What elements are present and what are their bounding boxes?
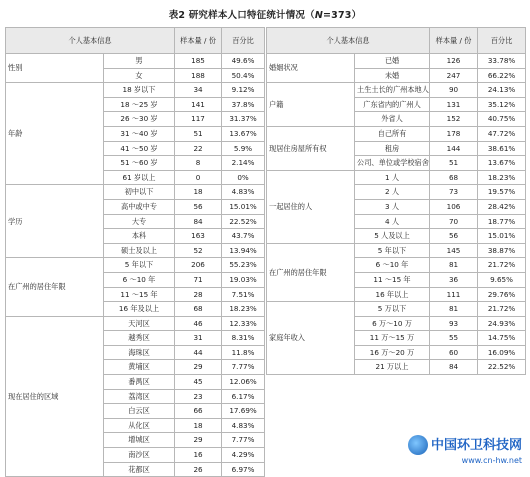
percent-value: 9.12% [222,83,265,98]
count-value: 106 [430,199,478,214]
option-label: 31 ～40 岁 [104,126,175,141]
count-value: 31 [175,331,222,346]
percent-value: 33.78% [478,54,526,69]
right-table [266,27,526,375]
option-label: 61 岁以上 [104,170,175,185]
percent-value: 21.72% [478,258,526,273]
category-label: 现居住房屋所有权 [267,126,355,170]
count-value: 55 [430,331,478,346]
count-value: 111 [430,287,478,302]
table-row [267,243,526,258]
count-value: 188 [175,68,222,83]
option-label: 增城区 [104,433,175,448]
option-label: 租房 [355,141,430,156]
count-value: 56 [430,229,478,244]
count-value: 84 [430,360,478,375]
percent-value: 7.51% [222,287,265,302]
option-label: 越秀区 [104,331,175,346]
option-label: 荔湾区 [104,389,175,404]
option-label: 16 年及以上 [104,302,175,317]
percent-value: 22.52% [222,214,265,229]
option-label: 3 人 [355,199,430,214]
percent-value: 19.57% [478,185,526,200]
percent-value: 13.67% [222,126,265,141]
watermark-logo-icon [408,435,428,455]
category-label: 婚姻状况 [267,54,355,83]
percent-value: 66.22% [478,68,526,83]
category-label: 性别 [6,54,104,83]
option-label: 大专 [104,214,175,229]
header-pct: 百分比 [478,28,526,54]
percent-value: 13.94% [222,243,265,258]
option-label: 26 ～30 岁 [104,112,175,127]
percent-value: 40.75% [478,112,526,127]
percent-value: 50.4% [222,68,265,83]
option-label: 天河区 [104,316,175,331]
percent-value: 38.87% [478,243,526,258]
count-value: 144 [430,141,478,156]
option-label: 5 年以下 [104,258,175,273]
percent-value: 18.23% [222,302,265,317]
count-value: 0 [175,170,222,185]
table-row [6,258,265,273]
count-value: 117 [175,112,222,127]
count-value: 68 [430,170,478,185]
count-value: 26 [175,462,222,477]
count-value: 93 [430,316,478,331]
count-value: 51 [175,126,222,141]
option-label: 11 ～15 年 [355,272,430,287]
percent-value: 11.8% [222,345,265,360]
count-value: 185 [175,54,222,69]
option-label: 2 人 [355,185,430,200]
percent-value: 17.69% [222,404,265,419]
option-label: 外省人 [355,112,430,127]
percent-value: 24.13% [478,83,526,98]
option-label: 公司、单位或学校宿舍 [355,156,430,171]
category-label: 家庭年收入 [267,302,355,375]
percent-value: 43.7% [222,229,265,244]
count-value: 68 [175,302,222,317]
option-label: 4 人 [355,214,430,229]
count-value: 90 [430,83,478,98]
percent-value: 47.72% [478,126,526,141]
option-label: 18 ～25 岁 [104,97,175,112]
header-row [6,28,265,54]
count-value: 46 [175,316,222,331]
option-label: 南沙区 [104,448,175,463]
table-row [267,126,526,141]
option-label: 海珠区 [104,345,175,360]
header-row [267,28,526,54]
count-value: 29 [175,433,222,448]
option-label: 花都区 [104,462,175,477]
option-label: 16 万～20 万 [355,345,430,360]
option-label: 男 [104,54,175,69]
percent-value: 7.77% [222,433,265,448]
percent-value: 13.67% [478,156,526,171]
category-label: 年龄 [6,83,104,185]
count-value: 44 [175,345,222,360]
option-label: 番禺区 [104,375,175,390]
percent-value: 18.23% [478,170,526,185]
percent-value: 6.17% [222,389,265,404]
count-value: 23 [175,389,222,404]
count-value: 60 [430,345,478,360]
count-value: 81 [430,258,478,273]
table-title [0,7,530,21]
option-label: 5 万以下 [355,302,430,317]
option-label: 黄埔区 [104,360,175,375]
table-row [6,316,265,331]
percent-value: 12.33% [222,316,265,331]
table-row [267,54,526,69]
option-label: 11 ～15 年 [104,287,175,302]
table-row [6,83,265,98]
watermark-name: 中国环卫科技网 [430,437,522,453]
option-label: 11 万～15 万 [355,331,430,346]
percent-value: 4.83% [222,418,265,433]
option-label: 18 岁以下 [104,83,175,98]
count-value: 247 [430,68,478,83]
option-label: 本科 [104,229,175,244]
count-value: 36 [430,272,478,287]
category-label: 现在居住的区域 [6,316,104,477]
category-label: 户籍 [267,83,355,127]
count-value: 16 [175,448,222,463]
option-label: 6 ～10 年 [104,272,175,287]
option-label: 土生土长的广州本地人 [355,83,430,98]
count-value: 66 [175,404,222,419]
count-value: 73 [430,185,478,200]
percent-value: 12.06% [222,375,265,390]
percent-value: 38.61% [478,141,526,156]
count-value: 28 [175,287,222,302]
category-label: 一起居住的人 [267,170,355,243]
watermark [408,434,522,466]
category-label: 学历 [6,185,104,258]
count-value: 22 [175,141,222,156]
percent-value: 2.14% [222,156,265,171]
count-value: 18 [175,418,222,433]
option-label: 未婚 [355,68,430,83]
table-row [267,170,526,185]
percent-value: 15.01% [222,199,265,214]
percent-value: 7.77% [222,360,265,375]
count-value: 52 [175,243,222,258]
percent-value: 28.42% [478,199,526,214]
percent-value: 35.12% [478,97,526,112]
category-label: 在广州的居住年限 [267,243,355,301]
title-prefix: 表2 研究样本人口特征统计情况（ [168,10,315,21]
percent-value: 29.76% [478,287,526,302]
option-label: 5 人及以上 [355,229,430,244]
header-pct: 百分比 [222,28,265,54]
count-value: 29 [175,360,222,375]
option-label: 6 万～10 万 [355,316,430,331]
percent-value: 14.75% [478,331,526,346]
option-label: 41 ～50 岁 [104,141,175,156]
watermark-url: www.cn-hw.net [461,456,522,465]
count-value: 206 [175,258,222,273]
table-row [267,83,526,98]
count-value: 81 [430,302,478,317]
percent-value: 4.29% [222,448,265,463]
percent-value: 19.03% [222,272,265,287]
option-label: 16 年以上 [355,287,430,302]
count-value: 84 [175,214,222,229]
percent-value: 4.83% [222,185,265,200]
percent-value: 21.72% [478,302,526,317]
title-n-label: N [314,10,323,21]
option-label: 51 ～60 岁 [104,156,175,171]
percent-value: 22.52% [478,360,526,375]
count-value: 131 [430,97,478,112]
count-value: 126 [430,54,478,69]
percent-value: 9.65% [478,272,526,287]
option-label: 高中或中专 [104,199,175,214]
percent-value: 24.93% [478,316,526,331]
percent-value: 8.31% [222,331,265,346]
option-label: 21 万以上 [355,360,430,375]
percent-value: 16.09% [478,345,526,360]
option-label: 广东省内的广州人 [355,97,430,112]
count-value: 18 [175,185,222,200]
percent-value: 37.8% [222,97,265,112]
percent-value: 18.77% [478,214,526,229]
option-label: 硕士及以上 [104,243,175,258]
title-suffix: =373） [322,10,362,21]
table-row [6,54,265,69]
count-value: 71 [175,272,222,287]
header-count: 样本量 / 份 [175,28,222,54]
percent-value: 31.37% [222,112,265,127]
percent-value: 6.97% [222,462,265,477]
percent-value: 49.6% [222,54,265,69]
count-value: 51 [430,156,478,171]
option-label: 5 年以下 [355,243,430,258]
option-label: 从化区 [104,418,175,433]
count-value: 178 [430,126,478,141]
count-value: 45 [175,375,222,390]
header-info: 个人基本信息 [267,28,430,54]
option-label: 女 [104,68,175,83]
count-value: 141 [175,97,222,112]
count-value: 145 [430,243,478,258]
option-label: 白云区 [104,404,175,419]
percent-value: 15.01% [478,229,526,244]
count-value: 70 [430,214,478,229]
option-label: 初中以下 [104,185,175,200]
table-row [6,185,265,200]
count-value: 163 [175,229,222,244]
header-count: 样本量 / 份 [430,28,478,54]
count-value: 8 [175,156,222,171]
left-table [5,27,265,477]
option-label: 6 ～10 年 [355,258,430,273]
percent-value: 55.23% [222,258,265,273]
percent-value: 5.9% [222,141,265,156]
option-label: 1 人 [355,170,430,185]
option-label: 已婚 [355,54,430,69]
header-info: 个人基本信息 [6,28,175,54]
table-row [267,302,526,317]
count-value: 152 [430,112,478,127]
count-value: 56 [175,199,222,214]
option-label: 自己所有 [355,126,430,141]
category-label: 在广州的居住年限 [6,258,104,316]
count-value: 34 [175,83,222,98]
percent-value: 0% [222,170,265,185]
